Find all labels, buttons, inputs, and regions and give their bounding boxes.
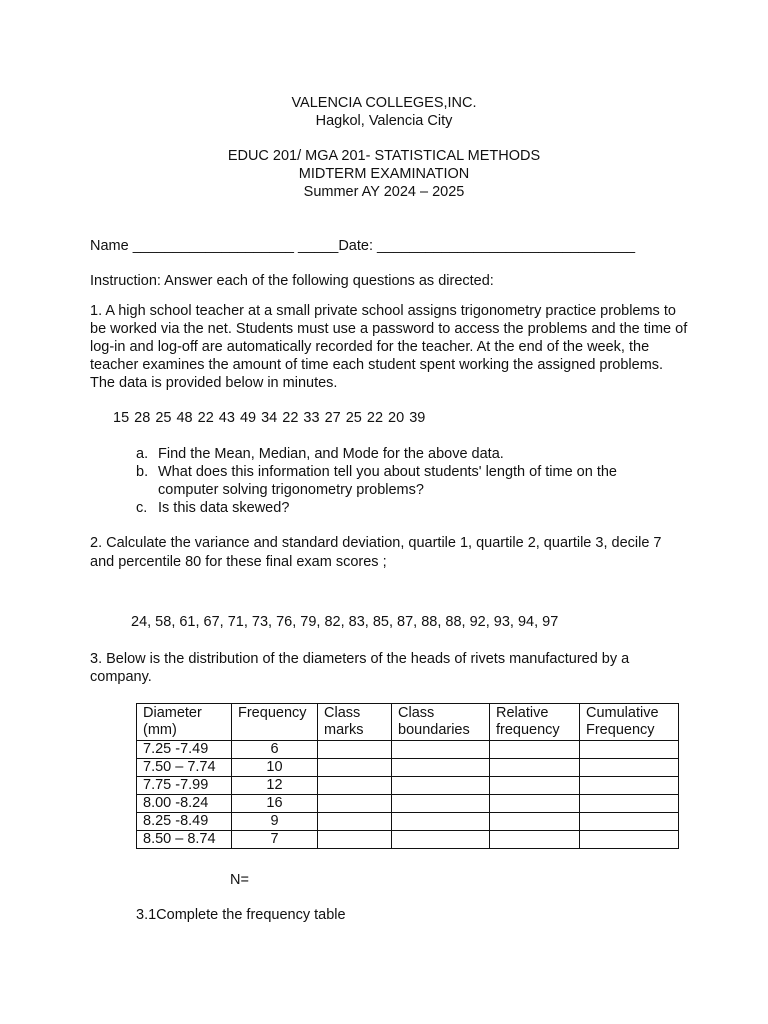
cell-cumulative-frequency bbox=[580, 741, 679, 759]
exam-title: MIDTERM EXAMINATION bbox=[298, 166, 470, 182]
cell-relative-frequency bbox=[490, 759, 580, 777]
n-total-label: N= bbox=[230, 872, 249, 888]
cell-frequency: 9 bbox=[232, 813, 318, 831]
cell-cumulative-frequency bbox=[580, 777, 679, 795]
cell-cumulative-frequency bbox=[580, 795, 679, 813]
cell-diameter: 8.00 -8.24 bbox=[137, 795, 232, 813]
table-row bbox=[137, 741, 679, 759]
cell-frequency: 12 bbox=[232, 777, 318, 795]
cell-cumulative-frequency bbox=[580, 759, 679, 777]
question-1-data: 15 28 25 48 22 43 49 34 22 33 27 25 22 20 39 bbox=[113, 410, 426, 426]
course-title: EDUC 201/ MGA 201- STATISTICAL METHODS bbox=[227, 148, 541, 164]
instruction-text: Instruction: Answer each of the following questions as directed: bbox=[90, 273, 494, 289]
question-1-subitems bbox=[136, 445, 656, 517]
table-header-row bbox=[137, 704, 679, 741]
list-item-text: What does this information tell you about students' length of time on the computer solving trigonometry problems? bbox=[158, 464, 617, 498]
cell-class-boundaries bbox=[392, 759, 490, 777]
institution-name: VALENCIA COLLEGES,INC. bbox=[291, 95, 477, 111]
table-row bbox=[137, 777, 679, 795]
cell-class-boundaries bbox=[392, 795, 490, 813]
list-marker: c. bbox=[136, 500, 148, 516]
cell-class-boundaries bbox=[392, 741, 490, 759]
col-header-class-boundaries: Class boundaries bbox=[392, 704, 490, 741]
list-marker: a. bbox=[136, 446, 149, 462]
question-2-text bbox=[90, 534, 680, 572]
cell-class-marks bbox=[318, 759, 392, 777]
cell-diameter: 7.50 – 7.74 bbox=[137, 759, 232, 777]
cell-class-marks bbox=[318, 813, 392, 831]
cell-class-boundaries bbox=[392, 831, 490, 849]
cell-frequency: 10 bbox=[232, 759, 318, 777]
question-3-1-text: 3.1Complete the frequency table bbox=[136, 907, 346, 923]
col-header-class-marks: Class marks bbox=[318, 704, 392, 741]
cell-diameter: 8.25 -8.49 bbox=[137, 813, 232, 831]
frequency-table bbox=[136, 703, 679, 849]
cell-frequency: 7 bbox=[232, 831, 318, 849]
cell-relative-frequency bbox=[490, 741, 580, 759]
table-row bbox=[137, 795, 679, 813]
name-date-line: Name ____________________ _____Date: ________________________________ bbox=[90, 238, 636, 254]
col-header-diameter: Diameter (mm) bbox=[137, 704, 232, 741]
table-row bbox=[137, 759, 679, 777]
cell-cumulative-frequency bbox=[580, 813, 679, 831]
cell-relative-frequency bbox=[490, 831, 580, 849]
cell-relative-frequency bbox=[490, 795, 580, 813]
cell-diameter: 7.75 -7.99 bbox=[137, 777, 232, 795]
col-header-frequency: Frequency bbox=[232, 704, 318, 741]
question-2-data: 24, 58, 61, 67, 71, 73, 76, 79, 82, 83, 85, 87, 88, 88, 92, 93, 94, 97 bbox=[131, 614, 559, 630]
question-3-paragraph: 3. Below is the distribution of the diameters of the heads of rivets manufactured by a company. bbox=[90, 651, 630, 685]
question-3-text bbox=[90, 650, 670, 686]
cell-relative-frequency bbox=[490, 777, 580, 795]
cell-frequency: 16 bbox=[232, 795, 318, 813]
exam-term: Summer AY 2024 – 2025 bbox=[303, 184, 465, 200]
cell-class-boundaries bbox=[392, 813, 490, 831]
question-1-paragraph: 1. A high school teacher at a small private school assigns trigonometry practice problems to be worked via the net. Students must use a password to access the problems and the time of log-in and log-off are automatically recorded for the teacher. At the end of the week, the teacher examines the amount of time each student spent working the assigned problems. The data is provided below in minutes. bbox=[90, 303, 688, 391]
cell-frequency: 6 bbox=[232, 741, 318, 759]
list-marker: b. bbox=[136, 464, 149, 480]
col-header-cumulative-frequency: Cumulative Frequency bbox=[580, 704, 679, 741]
question-1-text bbox=[90, 302, 690, 392]
cell-relative-frequency bbox=[490, 813, 580, 831]
cell-class-marks bbox=[318, 741, 392, 759]
list-item-text: Find the Mean, Median, and Mode for the above data. bbox=[158, 446, 504, 462]
cell-class-boundaries bbox=[392, 777, 490, 795]
table-row bbox=[137, 831, 679, 849]
list-item bbox=[136, 463, 656, 499]
cell-cumulative-frequency bbox=[580, 831, 679, 849]
list-item bbox=[136, 445, 656, 463]
col-header-relative-frequency: Relative frequency bbox=[490, 704, 580, 741]
cell-diameter: 8.50 – 8.74 bbox=[137, 831, 232, 849]
table-row bbox=[137, 813, 679, 831]
list-item bbox=[136, 499, 656, 517]
institution-address: Hagkol, Valencia City bbox=[315, 113, 453, 129]
cell-class-marks bbox=[318, 831, 392, 849]
cell-class-marks bbox=[318, 777, 392, 795]
cell-class-marks bbox=[318, 795, 392, 813]
cell-diameter: 7.25 -7.49 bbox=[137, 741, 232, 759]
question-2-paragraph: 2. Calculate the variance and standard deviation, quartile 1, quartile 2, quartile 3, decile 7 and percentile 80 for these final exam scores ; bbox=[90, 535, 662, 570]
list-item-text: Is this data skewed? bbox=[158, 500, 290, 516]
